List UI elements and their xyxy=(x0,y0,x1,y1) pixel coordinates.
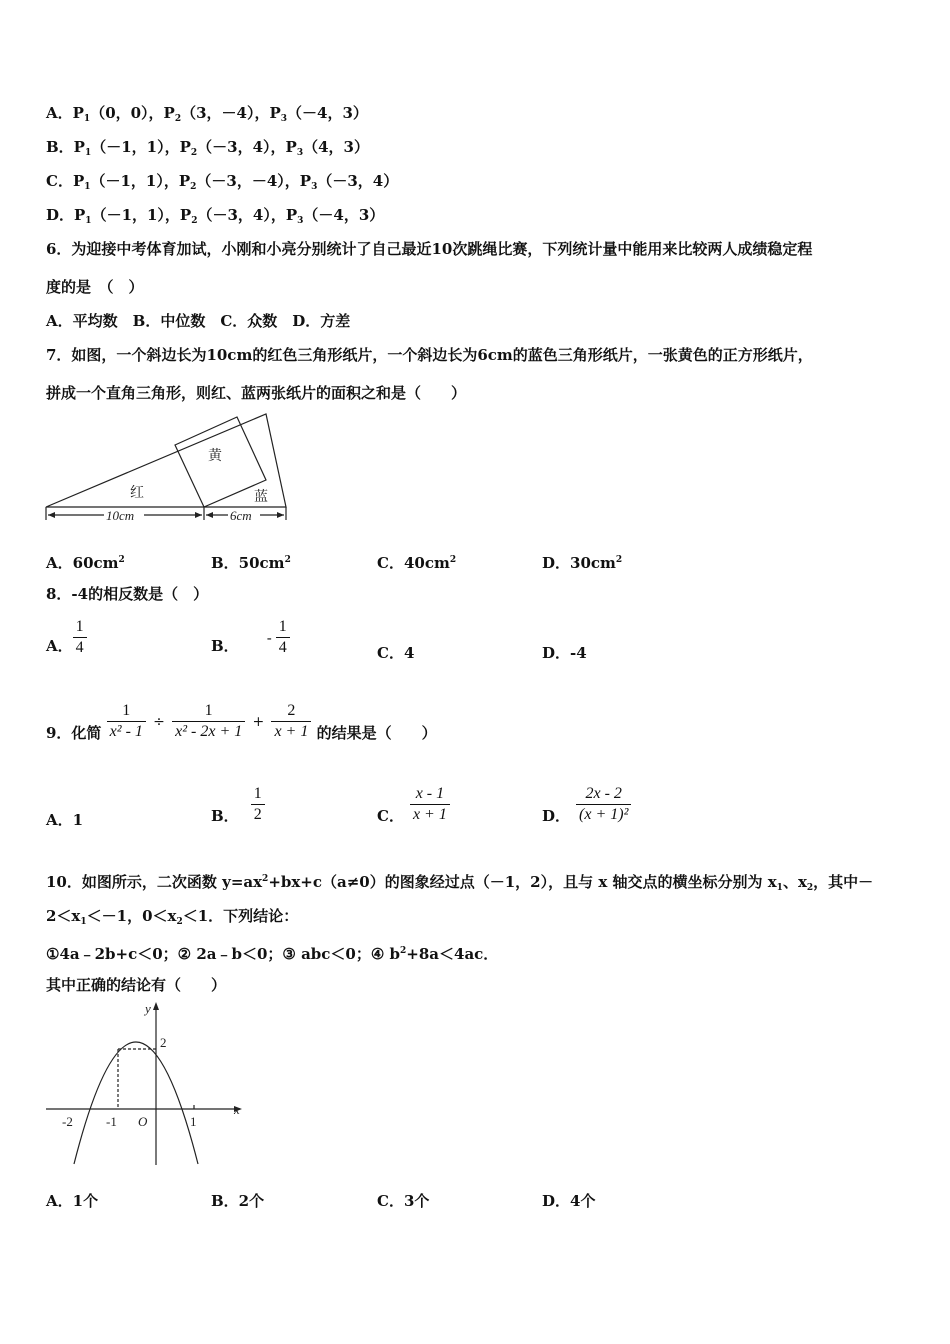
q10-question: 其中正确的结论有（ ） xyxy=(46,976,227,994)
q7-triangle-figure xyxy=(44,412,288,527)
len-6cm-label: 6cm xyxy=(230,508,252,523)
y-axis-arrow xyxy=(153,1002,159,1010)
q8-option-d: D．-4 xyxy=(542,644,587,662)
q7-option-c: C．$40cm^2$ xyxy=(377,554,457,572)
x-axis-label: x xyxy=(234,1102,240,1117)
label-neg2: -2 xyxy=(62,1114,73,1129)
q10-stem-line2: $2<x_1<-1$，$0<x_2<1$．下列结论： xyxy=(46,907,299,927)
fraction: $\frac{2x - 2}{\text{(x + 1)²}}$ xyxy=(576,784,631,825)
origin-label: O xyxy=(138,1114,148,1129)
q8-option-b: B． - $\frac{1}{4}$ xyxy=(211,617,290,658)
blue-label: 蓝 xyxy=(254,489,268,505)
fraction: $\frac{1}{4}$ xyxy=(276,617,290,658)
q7-stem-line1: 7．如图，一个斜边长为10cm的红色三角形纸片，一个斜边长为6cm的蓝色三角形纸片，一张黄色的正方形纸片， xyxy=(46,346,813,364)
fraction-1: $\frac{1}{\text{x² - 1}}$ xyxy=(107,701,146,742)
len-10cm-label: 10cm xyxy=(106,508,135,523)
q6-options: A．平均数 B．中位数 C．众数 D．方差 xyxy=(46,312,351,330)
fraction-3: $\frac{2}{x + 1}$ xyxy=(271,701,311,742)
red-label: 红 xyxy=(130,485,144,501)
q10-option-b: B．2个 xyxy=(211,1192,265,1210)
q7-stem-line2: 拼成一个直角三角形，则红、蓝两张纸片的面积之和是（ ） xyxy=(46,384,467,402)
q9-option-b: B． $\frac{1}{2}$ xyxy=(211,784,265,825)
q10-conclusions: ①4a﹣2b+c＜0；② 2a﹣b＜0；③ abc＜0；④ $b^2+8a<4ac$． xyxy=(46,945,499,963)
label-1: 1 xyxy=(190,1114,197,1129)
q10-option-c: C．3个 xyxy=(377,1192,430,1210)
fraction: $\frac{x - 1}{x + 1}$ xyxy=(410,784,450,825)
q7-option-d: D．$30cm^2$ xyxy=(542,554,623,572)
q7-option-a: A．$60cm^2$ xyxy=(46,554,125,572)
fraction: $\frac{1}{2}$ xyxy=(251,784,265,825)
q10-parabola-graph xyxy=(42,1000,247,1170)
outer-right-triangle xyxy=(46,414,286,507)
q6-stem-line1: 6．为迎接中考体育加试，小刚和小亮分别统计了自己最近10次跳绳比赛，下列统计量中能用来比较两人成绩稳定程 xyxy=(46,240,813,258)
q9-option-a: A．1 xyxy=(46,811,84,829)
q7-option-b: B．$50cm^2$ xyxy=(211,554,291,572)
q5-option-b: B．$P_1(-1$，1），$P_2(-3$，4），$P_3(4$，3） xyxy=(46,138,369,158)
label-neg1: -1 xyxy=(106,1114,117,1129)
label-2: 2 xyxy=(160,1035,167,1050)
q8-stem: 8．-4的相反数是（ ） xyxy=(46,585,209,603)
fraction: $\frac{1}{4}$ xyxy=(73,617,87,658)
q5-option-a: A．$P_1(0$，0），$P_2(3$，－4），$P_3(-4$，3） xyxy=(46,104,368,124)
q5-option-d: D．$P_1(-1$，1），$P_2(-3$，4），$P_3(-4$，3） xyxy=(46,206,385,226)
q8-option-c: C．4 xyxy=(377,644,415,662)
fraction-2: $\frac{1}{\text{x² - 2x + 1}}$ xyxy=(172,701,245,742)
q9-option-c: C． $\frac{x - 1}{x + 1}$ xyxy=(377,784,450,825)
y-axis-label: y xyxy=(145,1001,151,1016)
q5-option-c: C．$P_1(-1$，1），$P_2(-3$，－4），$P_3(-3$，4） xyxy=(46,172,399,192)
q9-stem: 9．化简 $\frac{1}{\text{x² - 1}}$ ÷ $\frac{1}{\text{x² - 2x + 1}}$ + $\frac{2}{x + 1}$ 的结果是（ ） xyxy=(46,702,437,742)
q10-option-a: A．1个 xyxy=(46,1192,99,1210)
q6-stem-line2: 度的是 （ ） xyxy=(46,278,144,296)
q10-option-d: D．4个 xyxy=(542,1192,596,1210)
yellow-label: 黄 xyxy=(208,448,222,464)
q8-option-a: A． $\frac{1}{4}$ xyxy=(46,617,87,658)
parabola-curve xyxy=(74,1042,198,1164)
q10-stem-line1: 10．如图所示，二次函数 $y=ax^2+bx+c(a\ne 0)$的图象经过点（－1，2），且与 x 轴交点的横坐标分别为 $x_1$、$x_2$，其中－ xyxy=(46,873,874,893)
q9-option-d: D． $\frac{2x - 2}{\text{(x + 1)²}}$ xyxy=(542,784,631,825)
